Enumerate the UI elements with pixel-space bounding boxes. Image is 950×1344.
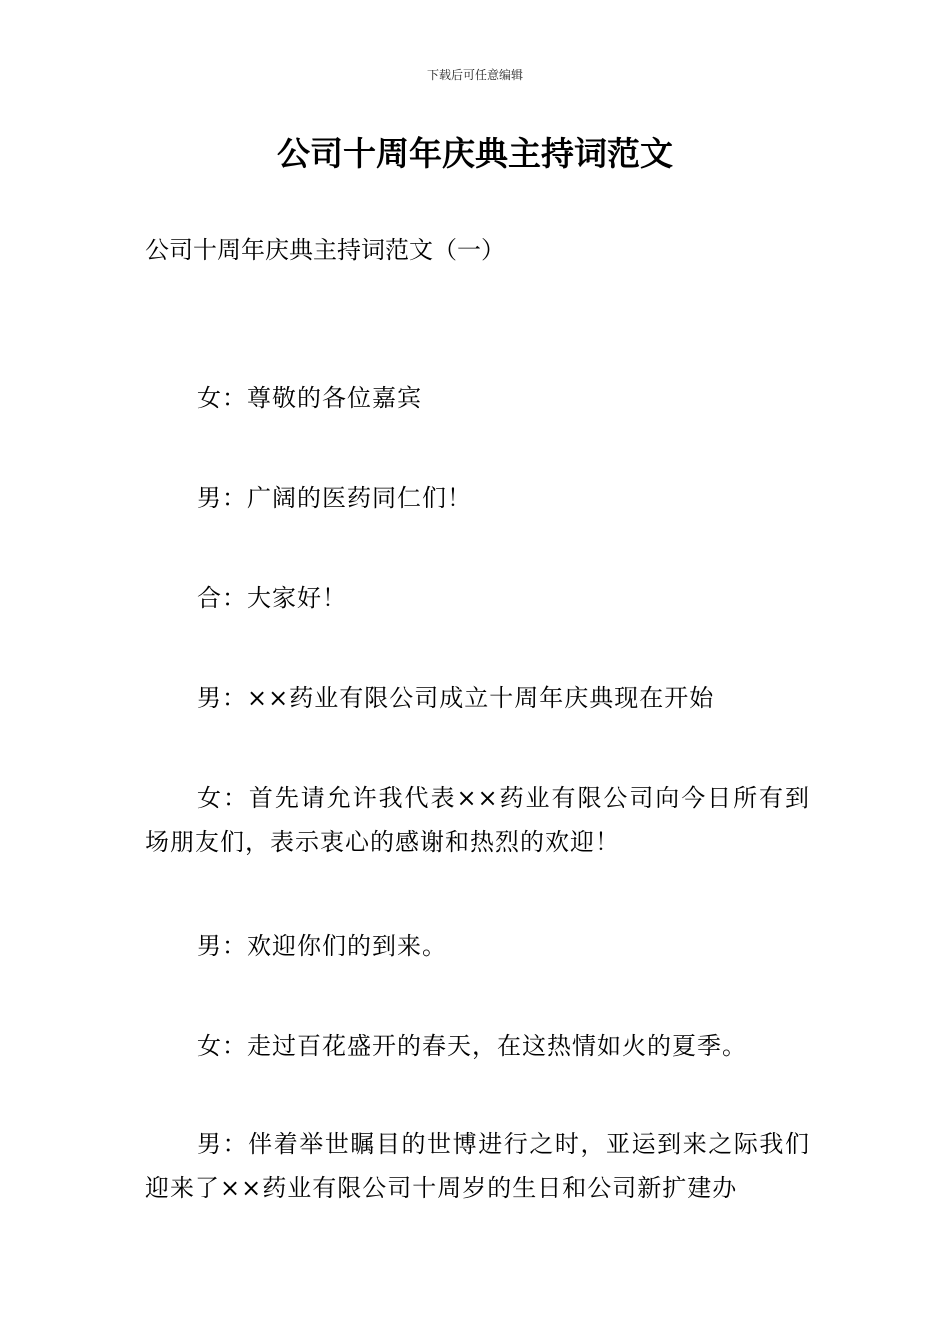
paragraph-8: 男：伴着举世瞩目的世博进行之时，亚运到来之际我们迎来了××药业有限公司十周岁的生日和公司新扩建办 [145,1130,810,1202]
paragraph-2: 男：广阔的医药同仁们！ [197,484,472,512]
header-note: 下载后可任意编辑 [426,68,523,82]
paragraph-3: 合：大家好！ [197,584,347,612]
document-title: 公司十周年庆典主持词范文 [277,134,673,173]
paragraph-7: 女：走过百花盛开的春天，在这热情如火的夏季。 [197,1032,747,1060]
paragraph-4: 男：××药业有限公司成立十周年庆典现在开始 [197,684,715,712]
paragraph-1: 女：尊敬的各位嘉宾 [197,384,422,412]
paragraph-5: 女：首先请允许我代表××药业有限公司向今日所有到场朋友们，表示衷心的感谢和热烈的欢迎！ [145,784,810,856]
paragraph-6: 男：欢迎你们的到来。 [197,932,447,960]
section-subtitle: 公司十周年庆典主持词范文（一） [145,236,505,264]
